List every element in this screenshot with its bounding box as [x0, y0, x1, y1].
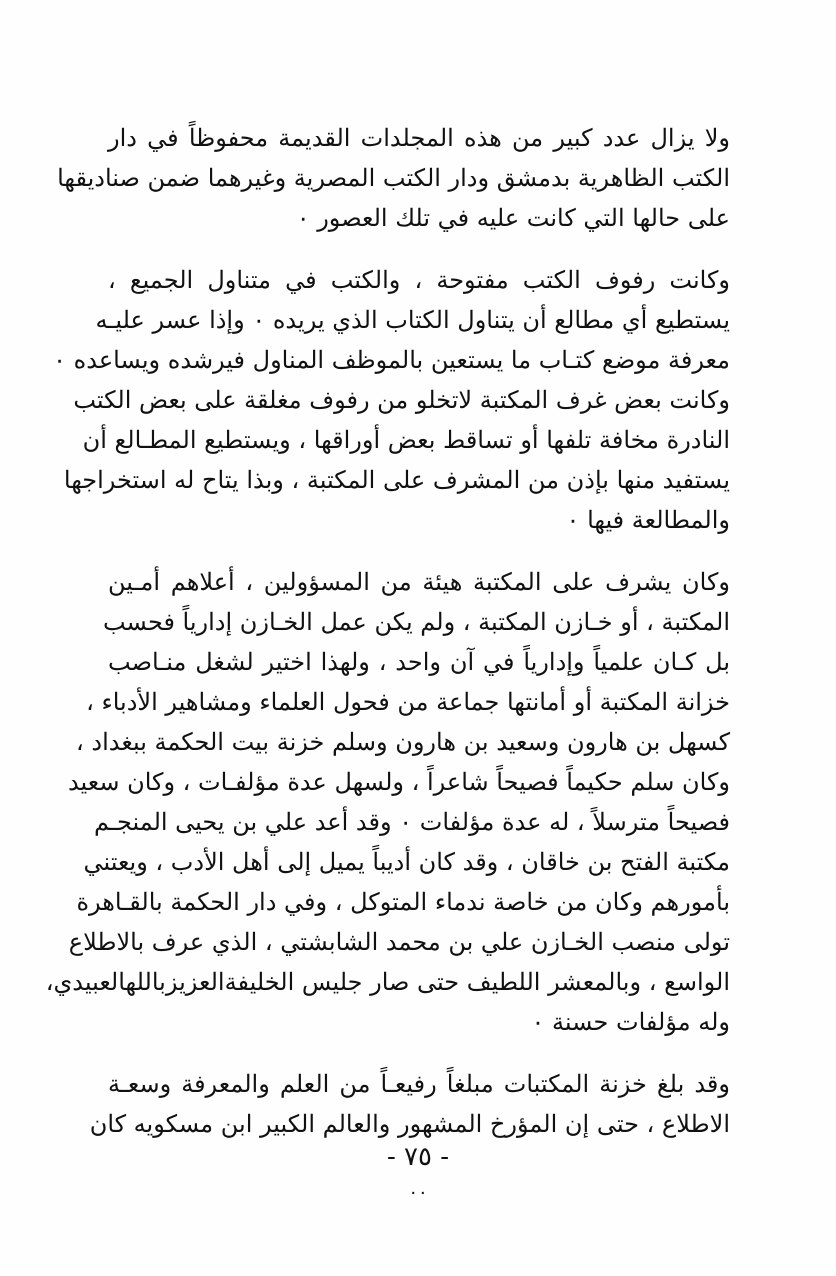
paragraph-gap	[108, 1042, 730, 1064]
paragraph-gap	[108, 540, 730, 562]
text-line: بأمورهم وكان من خاصة ندماء المتوكل ، وفي دار الحكمة بالقـاهرة	[76, 888, 730, 916]
text-line: الواسع ، وبالمعشر اللطيف حتى صار جليس الخليفةالعزيزباللهالعبيدي،	[45, 968, 730, 996]
body-text	[45, 118, 731, 1144]
text-line: مكتبة الفتح بن خاقان ، وقد كان أديباً يميل إلى أهل الأدب ، ويعتني	[83, 848, 730, 876]
paragraph-gap	[108, 238, 730, 260]
text-line: وكانت بعض غرف المكتبة لاتخلو من رفوف مغلقة على بعض الكتب	[73, 386, 730, 414]
text-line: والمطالعة فيها ٠	[566, 506, 730, 534]
text-line: تولى منصب الخـازن علي بن محمد الشابشتي ، الذي عرف بالاطلاع	[68, 928, 730, 956]
text-line: ولا يزال عدد كبير من هذه المجلدات القديمة محفوظاً في دار	[108, 124, 730, 152]
text-line: وله مؤلفات حسنة ٠	[531, 1008, 730, 1036]
paragraph-1	[57, 118, 730, 238]
paragraph-3	[45, 562, 731, 1042]
page-number: - ٧٥ -	[386, 1142, 450, 1172]
text-line: خزانة المكتبة أو أمانتها جماعة من فحول العلماء ومشاهير الأدباء ،	[86, 688, 730, 716]
text-line: المكتبة ، أو خـازن المكتبة ، ولم يكن عمل الخـازن إدارياً فحسب	[102, 608, 730, 636]
text-line: يستفيد منها بإذن من المشرف على المكتبة ، وبذا يتاح له استخراجها	[63, 466, 730, 494]
text-line: وكان سلم حكيماً فصيحاً شاعراً ، ولسهل عدة مؤلفـات ، وكان سعيد	[67, 768, 730, 796]
text-line: الكتب الظاهرية بدمشق ودار الكتب المصرية وغيرهما ضمن صناديقها	[57, 164, 730, 192]
text-line: يستطيع أي مطالع أن يتناول الكتاب الذي يريده ٠ وإذا عسر عليـه	[95, 306, 730, 334]
text-line: بل كـان علمياً وإدارياً في آن واحد ، ولهذا اختير لشغل منـاصب	[108, 648, 730, 676]
text-line: فصيحاً مترسلاً ، له عدة مؤلفات ٠ وقد أعد علي بن يحيى المنجـم	[93, 808, 730, 836]
paragraph-4	[89, 1064, 730, 1144]
page-dots: ٠٠	[408, 1182, 428, 1203]
text-line: على حالها التي كانت عليه في تلك العصور ٠	[296, 204, 730, 232]
text-line: معرفة موضع كتـاب ما يستعين بالموظف المناول فيرشده ويساعده ٠	[53, 346, 730, 374]
text-line: كسهل بن هارون وسعيد بن هارون وسلم خزنة بيت الحكمة ببغداد ،	[76, 728, 730, 756]
text-line: وقد بلغ خزنة المكتبات مبلغاً رفيعـاً من العلم والمعرفة وسعـة	[108, 1070, 730, 1098]
text-line: الاطلاع ، حتى إن المؤرخ المشهور والعالم الكبير ابن مسكويه كان	[89, 1110, 730, 1138]
text-line: وكانت رفوف الكتب مفتوحة ، والكتب في متناول الجميع ،	[108, 266, 730, 294]
text-line: وكان يشرف على المكتبة هيئة من المسؤولين ، أعلاهم أمـين	[108, 568, 731, 596]
text-line: النادرة مخافة تلفها أو تساقط بعض أوراقها ، ويستطيع المطـالع أن	[82, 426, 730, 454]
paragraph-2	[53, 260, 730, 540]
